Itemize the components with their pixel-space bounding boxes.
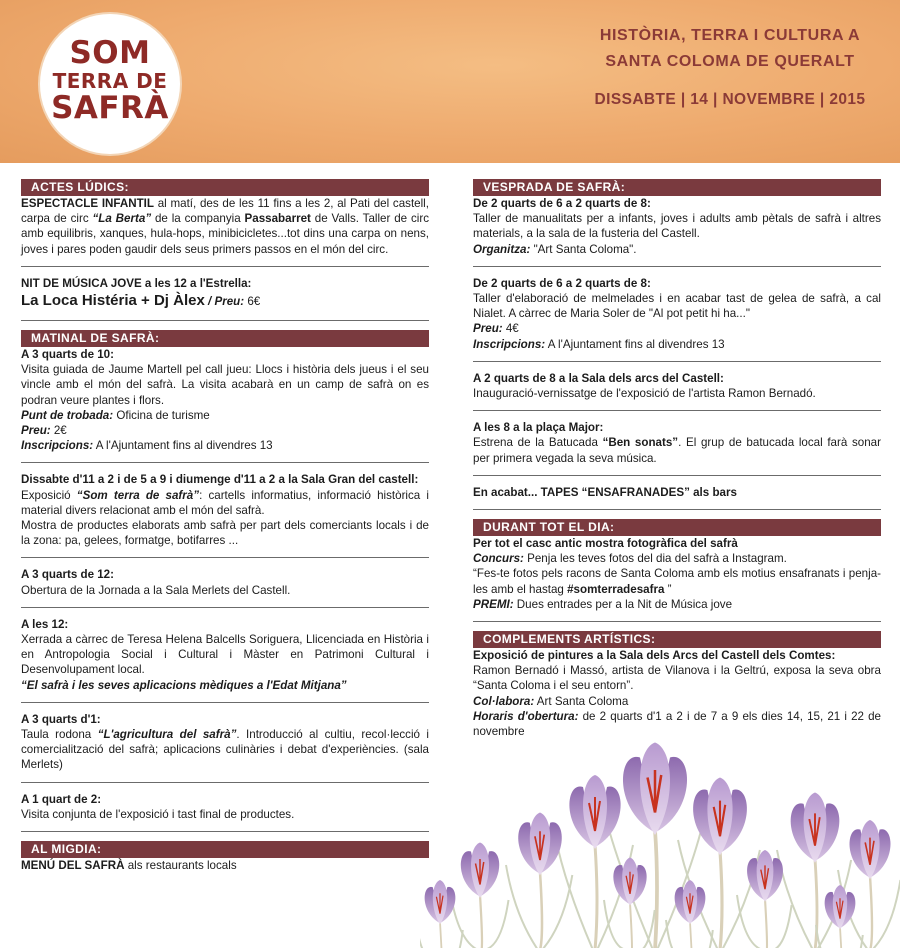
nit-line (21, 291, 429, 311)
migdia-text (21, 858, 429, 873)
painting-expo-title: Exposició de pintures a la Sala dels Arcs del Castell dels Comtes: (473, 649, 836, 663)
round-table-title: “L'agricultura del safrà” (97, 728, 237, 742)
price-label: Preu: (21, 424, 51, 438)
prize-value: Dues entrades per a la Nit de Música jove (513, 597, 733, 611)
vesprada-price (473, 321, 881, 336)
contest-value: Penja les teves fotos del dia del safrà a Instagram. (523, 552, 787, 566)
vesprada-time-1: De 2 quarts de 6 a 2 quarts de 8: (473, 197, 651, 210)
matinal-registration (21, 438, 429, 453)
section-heading-matinal: MATINAL DE SAFRÀ: (21, 330, 429, 347)
crocus-flower (420, 880, 463, 948)
photo-show-title: Per tot el casc antic mostra fotogràfica del safrà (473, 537, 738, 551)
hashtag: #somterradesafra (567, 582, 665, 596)
matinal-text-5 (21, 727, 429, 773)
collab-value: Art Santa Coloma (534, 694, 629, 708)
price-label-2: Preu: (473, 322, 503, 336)
registration-label: Inscripcions: (21, 439, 94, 453)
meet-label: Punt de trobada: (21, 408, 114, 422)
nit-bands: La Loca Histéria + Dj Àlex (21, 292, 205, 310)
vesprada-block-4 (473, 420, 881, 476)
event-title (560, 23, 900, 75)
batucada-desc: . El grup de batucada local farà sonar per primera vegada la seva música. (473, 436, 881, 465)
matinal-time-1: A 3 quarts de 10: (21, 348, 114, 362)
actes-text-1: al matí, des de les 11 fins a les 2, al Pati del castell, carpa de circ (21, 197, 429, 226)
price-value-2: 4€ (502, 322, 519, 336)
event-date: DISSABTE | 14 | NOVEMBRE | 2015 (594, 91, 866, 108)
collab-label: Col·labora: (473, 694, 535, 708)
price-value: 2€ (50, 424, 67, 438)
registration-value: A l'Ajuntament fins al divendres 13 (93, 439, 273, 453)
contest-label: Concurs: (473, 552, 524, 566)
vesprada-block-2 (473, 276, 881, 362)
migdia-block (21, 858, 429, 882)
actes-carpa-name: “La Berta” (92, 212, 152, 226)
expo-desc: : cartells informatius, informació històrica i material divers relacionat amb el món del safrà. (21, 488, 429, 517)
painting-expo-text: Ramon Bernadó i Massó, artista de Vilanova i la Geltrú, exposa la seva obra “Santa Coloma i el seu entorn”. (473, 664, 881, 693)
actes-text-2: de la companyia (151, 212, 245, 226)
matinal-time-4: A les 12: (21, 617, 69, 631)
matinal-text-1: Visita guiada de Jaume Martell pel call jueu: Llocs i història dels jueus i el seu vincle amb el món del safrà. La visita acabarà en un camp de safrà on es podran veure plantes i flors. (21, 363, 429, 407)
prize-label: PREMI: (473, 597, 514, 611)
section-heading-complements: COMPLEMENTS ARTÍSTICS: (473, 631, 881, 648)
logo-line-3: SAFRÀ (51, 90, 169, 126)
nit-heading: NIT DE MÚSICA JOVE a les 12 a l'Estrella: (21, 276, 252, 290)
vesprada-text-1: Taller de manualitats per a infants, joves i adults amb pètals de safrà i altres materials, a la sala de la fusteria del Castell. (473, 212, 881, 241)
matinal-price (21, 423, 429, 438)
vesprada-text-2: Taller d'elaboració de melmelades i en acabar tast de gelea de safrà, a cal Nialet. A càrrec de Maria Soler de "Al pot petit hi ha..." (473, 292, 881, 321)
nit-block (21, 276, 429, 321)
actes-text (21, 196, 429, 257)
logo-line-2: TERRA DE (52, 69, 168, 93)
logo (40, 14, 180, 154)
matinal-products: Mostra de productes elaborats amb safrà per part dels comerciants locals i de la zona: pa, gelees, formatge, botifarres ... (21, 519, 429, 548)
meet-value: Oficina de turisme (113, 408, 210, 422)
registration-value-2: A l'Ajuntament fins al divendres 13 (545, 337, 725, 351)
matinal-meet (21, 408, 429, 423)
matinal-block-5 (21, 712, 429, 783)
matinal-time-2: Dissabte d'11 a 2 i de 5 a 9 i diumenge d'11 a 2 a la Sala Gran del castell: (21, 473, 419, 487)
talk-title: “El safrà i les seves aplicacions mèdiques a l'Edat Mitjana” (21, 678, 347, 692)
matinal-block-3 (21, 567, 429, 607)
header-banner (0, 0, 900, 163)
prize-line (473, 597, 881, 612)
batucada-name: “Ben sonats” (602, 436, 679, 450)
logo-line-1: SOM (69, 35, 151, 71)
matinal-time-3: A 3 quarts de 12: (21, 568, 114, 582)
right-column (473, 179, 881, 757)
round-table-prefix: Taula rodona (21, 728, 98, 742)
batucada-prefix: Estrena de la Batucada (473, 436, 603, 450)
matinal-text-4: Xerrada a càrrec de Teresa Helena Balcells Soriguera, Llicenciada en Història i en Antropologia Social i Cultural i Màster en Patrimoni Cultural i Desenvolupament local. (21, 633, 429, 677)
registration-label-2: Inscripcions: (473, 337, 546, 351)
quote-text: “Fes-te fotos pels racons de Santa Coloma amb els motius ensafranats i penja-les amb el hastag (473, 567, 881, 596)
round-table-desc: . Introducció al cultiu, recol·lecció i comercialització del safrà; aplicacions culinàries i debat d'experiències. (sala Merlets) (21, 728, 429, 772)
matinal-block-2 (21, 472, 429, 558)
organizer-value: "Art Santa Coloma". (530, 242, 637, 256)
matinal-text-3: Obertura de la Jornada a la Sala Merlets del Castell. (21, 583, 291, 597)
hours-label: Horaris d'obertura: (473, 709, 579, 723)
vesprada-time-2: De 2 quarts de 6 a 2 quarts de 8: (473, 276, 651, 290)
menu-place: als restaurants locals (124, 859, 237, 873)
hours-value: de 2 quarts d'1 a 2 i de 7 a 9 els dies 14, 15, 21 i 22 de novembre (473, 709, 881, 739)
vesprada-block-3 (473, 371, 881, 411)
section-heading-actes: ACTES LÚDICS: (21, 179, 429, 196)
crocus-flower (555, 775, 633, 948)
matinal-block-4 (21, 617, 429, 703)
vesprada-organizer (473, 242, 881, 257)
actes-block (21, 196, 429, 267)
vesprada-block-5 (473, 485, 881, 510)
actes-text-3: de Valls. Taller de circ amb equilibris, xanques, hula-hops, minibicicletes...tot dins una carpa on nens, joves i pares poden gaudir dels seus primers passos en el món del circ. (21, 212, 429, 256)
matinal-text-6: Visita conjunta de l'exposició i tast final de productes. (21, 807, 295, 821)
nit-price-label: / Preu: (204, 295, 245, 309)
actes-company: Passabarret (244, 212, 311, 226)
section-heading-durant: DURANT TOT EL DIA: (473, 519, 881, 536)
section-heading-migdia: AL MIGDIA: (21, 841, 429, 858)
crocus-flowers-illustration (420, 710, 900, 948)
vesprada-text-3: Inauguració-vernissatge de l'exposició de l'artista Ramon Bernadó. (473, 387, 816, 401)
expo-title: “Som terra de safrà” (76, 488, 200, 502)
contest-quote (473, 566, 881, 596)
tapes-text: En acabat... TAPES “ENSAFRANADES” als bars (473, 485, 737, 499)
actes-show: ESPECTACLE INFANTIL (21, 197, 154, 210)
event-title-line-2: SANTA COLOMA DE QUERALT (605, 53, 855, 70)
nit-price: 6€ (244, 295, 261, 309)
crocus-flower (838, 820, 900, 948)
matinal-block-1 (21, 347, 429, 463)
contest-line (473, 551, 881, 566)
section-heading-vesprada: VESPRADA DE SAFRÀ: (473, 179, 881, 196)
matinal-time-5: A 3 quarts d'1: (21, 712, 101, 726)
vesprada-time-3: A 2 quarts de 8 a la Sala dels arcs del Castell: (473, 371, 724, 385)
vesprada-text-4 (473, 435, 881, 465)
matinal-block-6 (21, 792, 429, 832)
left-column (21, 179, 429, 891)
crocus-flower (450, 843, 509, 948)
expo-prefix: Exposició (21, 488, 77, 502)
event-title-line-1: HISTÒRIA, TERRA I CULTURA A (599, 27, 861, 44)
matinal-time-6: A 1 quart de 2: (21, 792, 102, 806)
durant-block (473, 536, 881, 622)
vesprada-time-4: A les 8 a la plaça Major: (473, 421, 604, 435)
menu-name: MENÚ DEL SAFRÀ (21, 859, 125, 873)
crocus-flower (506, 813, 572, 948)
collab-line (473, 694, 881, 709)
vesprada-block-1 (473, 196, 881, 267)
matinal-text-2 (21, 488, 429, 518)
organizer-label: Organitza: (473, 242, 531, 256)
quote-end: ” (664, 582, 672, 596)
vesprada-registration (473, 337, 881, 352)
